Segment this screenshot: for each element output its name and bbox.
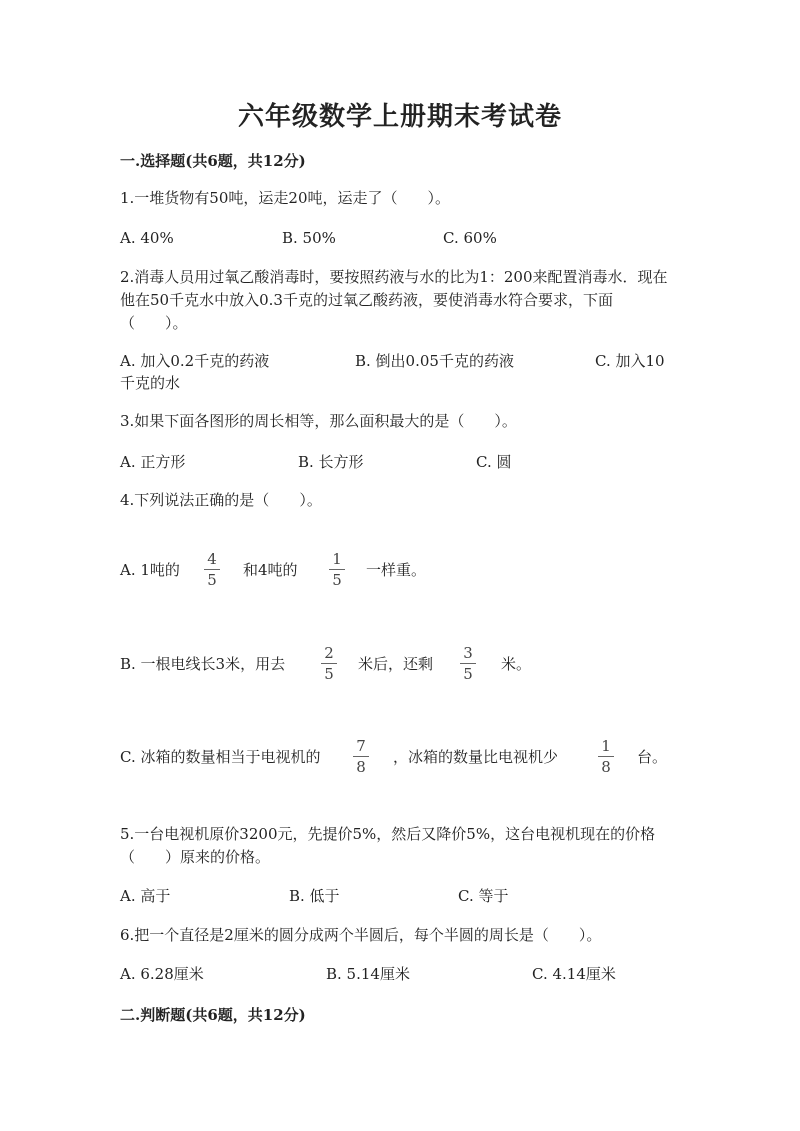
q1-option-b: B. 50% (282, 229, 336, 247)
fraction-denominator: 8 (601, 758, 611, 776)
q4-option-a-fraction-1 (204, 551, 220, 588)
q3-option-b: B. 长方形 (298, 453, 364, 471)
q4-option-a-text-3: 一样重。 (366, 561, 427, 579)
fraction-denominator: 5 (207, 571, 217, 589)
q4-option-a-text-2: 和4吨的 (243, 561, 298, 579)
fraction-denominator: 5 (463, 665, 473, 683)
section-heading-choice: 一.选择题(共6题，共12分) (120, 152, 306, 170)
fraction-numerator: 4 (207, 550, 217, 568)
question-2: 2.消毒人员用过氧乙酸消毒时，要按照药液与水的比为1：200来配置消毒水．现在他在50千克水中放入0.3千克的过氧乙酸药液，要使消毒水符合要求，下面（ ）。 (120, 268, 668, 332)
q2-option-c: C. 加入10 (595, 352, 665, 370)
q4-option-c-text-3: 台。 (637, 748, 668, 766)
q5-option-b: B. 低于 (289, 887, 340, 905)
q4-option-b-text-3: 米。 (501, 655, 532, 673)
question-1: 1.一堆货物有50吨，运走20吨，运走了（ ）。 (120, 189, 450, 207)
fraction-numerator: 1 (332, 550, 342, 568)
fraction-numerator: 1 (601, 737, 611, 755)
q4-option-c-text-1: C. 冰箱的数量相当于电视机的 (120, 748, 321, 766)
q4-option-b-fraction-1 (321, 645, 337, 682)
q2-option-b: B. 倒出0.05千克的药液 (355, 352, 514, 370)
q1-option-a: A. 40% (120, 229, 174, 247)
fraction-bar (460, 663, 476, 664)
fraction-denominator: 5 (324, 665, 334, 683)
q4-option-a-fraction-2 (329, 551, 345, 588)
q1-option-c: C. 60% (443, 229, 497, 247)
q4-option-c-text-2: ，冰箱的数量比电视机少 (393, 748, 559, 766)
q3-option-c: C. 圆 (476, 453, 512, 471)
question-3: 3.如果下面各图形的周长相等，那么面积最大的是（ ）。 (120, 412, 517, 430)
q2-option-a: A. 加入0.2千克的药液 (120, 352, 270, 370)
q4-option-b-text-1: B. 一根电线长3米，用去 (120, 655, 286, 673)
fraction-numerator: 7 (356, 737, 366, 755)
fraction-bar (329, 569, 345, 570)
question-4: 4.下列说法正确的是（ ）。 (120, 491, 322, 509)
q4-option-c-fraction-1 (353, 738, 369, 775)
q6-option-c: C. 4.14厘米 (532, 965, 616, 983)
q4-option-b-text-2: 米后，还剩 (358, 655, 434, 673)
fraction-bar (321, 663, 337, 664)
question-5: 5.一台电视机原价3200元，先提价5%，然后又降价5%，这台电视机现在的价格（ ）原来的价格。 (120, 825, 656, 866)
fraction-bar (353, 756, 369, 757)
q4-option-b-fraction-2 (460, 645, 476, 682)
fraction-bar (204, 569, 220, 570)
question-6: 6.把一个直径是2厘米的圆分成两个半圆后，每个半圆的周长是（ ）。 (120, 926, 602, 944)
section-heading-true-false: 二.判断题(共6题，共12分) (120, 1006, 306, 1024)
fraction-numerator: 2 (324, 644, 334, 662)
q4-option-c-fraction-2 (598, 738, 614, 775)
q5-option-a: A. 高于 (120, 887, 171, 905)
q2-option-c-continued: 千克的水 (120, 374, 181, 392)
fraction-numerator: 3 (463, 644, 473, 662)
page-title: 六年级数学上册期末考试卷 (237, 102, 562, 132)
fraction-denominator: 5 (332, 571, 342, 589)
fraction-bar (598, 756, 614, 757)
q3-option-a: A. 正方形 (120, 453, 186, 471)
q4-option-a-text-1: A. 1吨的 (120, 561, 180, 579)
q5-option-c: C. 等于 (458, 887, 509, 905)
q6-option-b: B. 5.14厘米 (326, 965, 410, 983)
fraction-denominator: 8 (356, 758, 366, 776)
q6-option-a: A. 6.28厘米 (120, 965, 204, 983)
